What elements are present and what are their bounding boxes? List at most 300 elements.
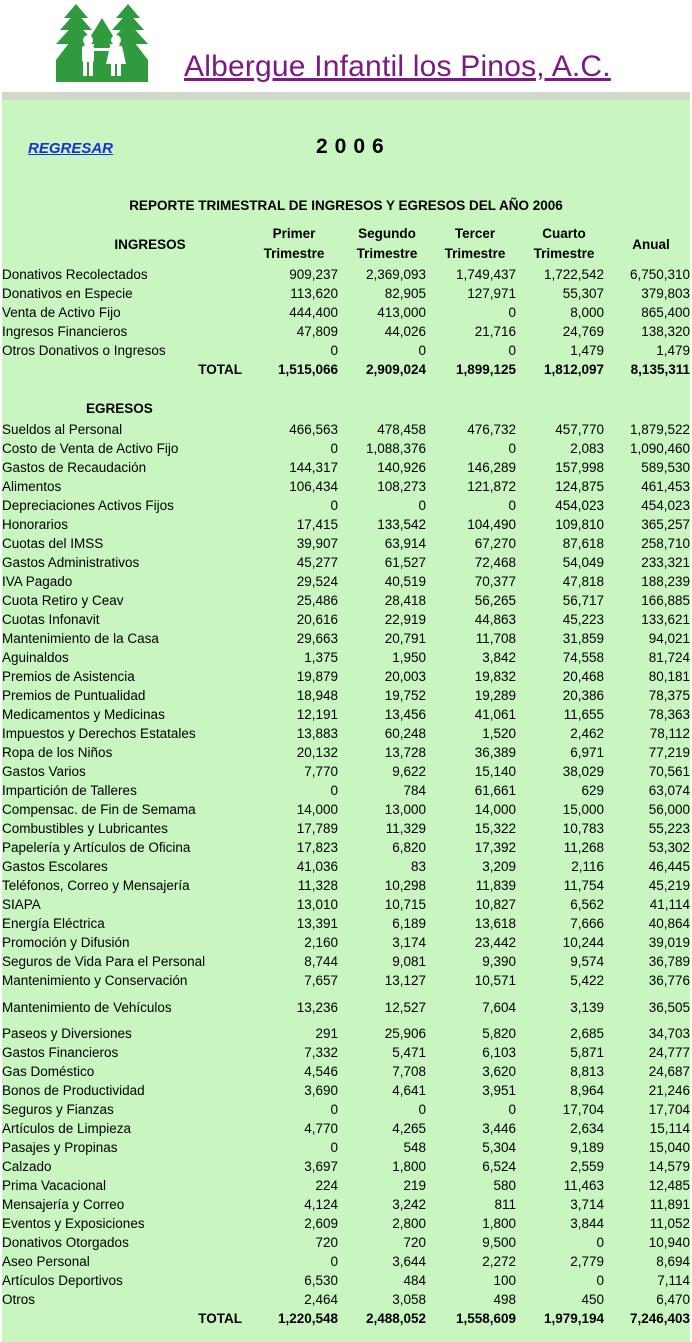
egresos-cell-q4: 11,754 (563, 878, 604, 893)
ingresos-total-q4: 1,812,097 (543, 362, 604, 377)
ingresos-table (2, 265, 690, 379)
col-q4-line2: Trimestre (533, 246, 595, 261)
site-title[interactable]: Albergue Infantil los Pinos, A.C. (184, 50, 611, 83)
egresos-row (2, 496, 690, 515)
ingresos-cell-q3: 0 (508, 305, 516, 320)
egresos-cell-q2: 20,791 (384, 631, 426, 646)
egresos-row (2, 1043, 690, 1062)
egresos-cell-annual: 1,879,522 (629, 422, 690, 437)
egresos-row (2, 1100, 690, 1119)
egresos-cell-concept: Paseos y Diversiones (2, 1026, 132, 1041)
egresos-cell-concept: Aseo Personal (2, 1254, 90, 1269)
egresos-cell-q2: 9,622 (392, 764, 426, 779)
egresos-cell-q3: 70,377 (474, 574, 516, 589)
egresos-cell-concept: Depreciaciones Activos Fijos (2, 498, 174, 513)
egresos-cell-concept: IVA Pagado (2, 574, 73, 589)
ingresos-total-q1: 1,515,066 (277, 362, 338, 377)
egresos-cell-annual: 81,724 (648, 650, 690, 665)
egresos-row (2, 1195, 690, 1214)
egresos-cell-q3: 19,289 (474, 688, 516, 703)
report-title: REPORTE TRIMESTRAL DE INGRESOS Y EGRESOS DEL AÑO 2006 (129, 198, 563, 213)
egresos-row (2, 1271, 690, 1290)
egresos-row (2, 439, 690, 458)
egresos-cell-q3: 13,618 (474, 916, 516, 931)
egresos-cell-q2: 9,081 (392, 954, 426, 969)
egresos-cell-q4: 17,704 (562, 1102, 604, 1117)
egresos-cell-q2: 1,088,376 (365, 441, 426, 456)
egresos-cell-q2: 1,950 (392, 650, 426, 665)
egresos-cell-q3: 3,209 (482, 859, 516, 874)
egresos-cell-q2: 13,000 (384, 802, 426, 817)
egresos-cell-q4: 2,685 (570, 1026, 604, 1041)
egresos-row (2, 515, 690, 534)
egresos-cell-q2: 7,708 (392, 1064, 426, 1079)
egresos-cell-q1: 0 (330, 1102, 338, 1117)
egresos-cell-q3: 23,442 (474, 935, 516, 950)
egresos-cell-q2: 22,919 (384, 612, 426, 627)
ingresos-heading: INGRESOS (114, 237, 186, 252)
ingresos-total-concept: TOTAL (198, 362, 242, 377)
egresos-cell-q3: 0 (508, 498, 516, 513)
egresos-cell-q1: 144,317 (289, 460, 338, 475)
egresos-cell-q4: 0 (596, 1235, 604, 1250)
egresos-cell-q2: 13,127 (384, 973, 426, 988)
egresos-row (2, 1062, 690, 1081)
egresos-cell-q3: 121,872 (467, 479, 516, 494)
egresos-cell-annual: 21,246 (648, 1083, 690, 1098)
egresos-cell-concept: Aguinaldos (2, 650, 69, 665)
col-q1-line1: Primer (272, 226, 316, 241)
ingresos-cell-q4: 1,479 (570, 343, 604, 358)
egresos-cell-concept: Compensac. de Fin de Semama (2, 802, 196, 817)
egresos-cell-q3: 72,468 (474, 555, 516, 570)
egresos-cell-concept: Promoción y Difusión (2, 935, 130, 950)
egresos-cell-q1: 3,697 (304, 1159, 338, 1174)
egresos-cell-q3: 6,524 (482, 1159, 516, 1174)
egresos-cell-q1: 2,160 (304, 935, 338, 950)
ingresos-cell-annual: 138,320 (641, 324, 690, 339)
ingresos-total-annual: 8,135,311 (630, 362, 690, 377)
egresos-cell-q2: 13,456 (384, 707, 426, 722)
egresos-row (2, 1157, 690, 1176)
egresos-cell-concept: Mantenimiento de Vehículos (2, 999, 172, 1015)
egresos-cell-concept: Mensajería y Correo (2, 1197, 125, 1212)
egresos-row (2, 971, 690, 990)
egresos-cell-concept: Premios de Puntualidad (2, 688, 146, 703)
col-q3-line1: Tercer (454, 226, 496, 241)
egresos-cell-q4: 0 (596, 1273, 604, 1288)
egresos-cell-annual: 24,777 (648, 1045, 690, 1060)
egresos-cell-q1: 0 (330, 441, 338, 456)
egresos-cell-annual: 36,776 (648, 973, 690, 988)
egresos-cell-q2: 548 (403, 1140, 426, 1155)
ingresos-cell-concept: Venta de Activo Fijo (2, 305, 121, 320)
egresos-cell-q4: 454,023 (555, 498, 604, 513)
egresos-cell-q3: 67,270 (474, 536, 516, 551)
egresos-cell-q4: 457,770 (555, 422, 604, 437)
egresos-cell-q4: 87,618 (562, 536, 604, 551)
egresos-cell-q2: 133,542 (377, 517, 426, 532)
egresos-row (2, 819, 690, 838)
egresos-cell-q2: 12,527 (384, 999, 426, 1015)
egresos-cell-annual: 258,710 (641, 536, 690, 551)
egresos-cell-q4: 7,666 (570, 916, 604, 931)
egresos-cell-concept: Teléfonos, Correo y Mensajería (2, 878, 190, 893)
col-q2-line1: Segundo (358, 226, 416, 241)
egresos-cell-q4: 2,779 (570, 1254, 604, 1269)
egresos-cell-q4: 6,971 (570, 745, 604, 760)
ingresos-cell-q3: 127,971 (467, 286, 516, 301)
egresos-cell-q3: 44,863 (474, 612, 516, 627)
egresos-total-concept: TOTAL (198, 1311, 242, 1326)
egresos-cell-q4: 54,049 (562, 555, 604, 570)
egresos-cell-annual: 6,470 (656, 1292, 690, 1307)
egresos-cell-q3: 14,000 (474, 802, 516, 817)
egresos-cell-q1: 2,609 (304, 1216, 338, 1231)
egresos-cell-annual: 45,219 (648, 878, 690, 893)
egresos-cell-q1: 17,823 (296, 840, 338, 855)
egresos-row (2, 800, 690, 819)
egresos-cell-concept: Gastos Escolares (2, 859, 108, 874)
egresos-cell-q4: 2,559 (570, 1159, 604, 1174)
egresos-cell-q3: 2,272 (482, 1254, 516, 1269)
egresos-cell-concept: Pasajes y Propinas (2, 1140, 118, 1155)
ingresos-cell-annual: 1,479 (656, 343, 690, 358)
egresos-cell-concept: Gas Doméstico (2, 1064, 95, 1079)
egresos-cell-q3: 15,140 (474, 764, 516, 779)
egresos-cell-q2: 61,527 (384, 555, 426, 570)
egresos-cell-q4: 124,875 (555, 479, 604, 494)
egresos-cell-concept: Eventos y Exposiciones (2, 1216, 145, 1231)
egresos-cell-concept: Impuestos y Derechos Estatales (2, 726, 196, 741)
egresos-cell-q2: 2,800 (392, 1216, 426, 1231)
egresos-row (2, 781, 690, 800)
egresos-cell-annual: 46,445 (648, 859, 690, 874)
egresos-cell-q2: 4,265 (392, 1121, 426, 1136)
col-q3-line2: Trimestre (444, 246, 506, 261)
egresos-row (2, 610, 690, 629)
egresos-cell-annual: 1,090,460 (629, 441, 690, 456)
ingresos-total-row (2, 360, 690, 379)
egresos-cell-concept: Prima Vacacional (2, 1178, 107, 1193)
egresos-cell-annual: 63,074 (648, 783, 690, 798)
egresos-cell-annual: 78,112 (649, 726, 690, 741)
egresos-cell-q1: 39,907 (296, 536, 338, 551)
egresos-cell-annual: 133,621 (641, 612, 690, 627)
egresos-cell-q3: 7,604 (482, 999, 516, 1015)
egresos-cell-q1: 1,375 (304, 650, 338, 665)
ingresos-row (2, 322, 690, 341)
egresos-row (2, 933, 690, 952)
egresos-row (2, 876, 690, 895)
col-q1-header (244, 224, 344, 264)
egresos-cell-q3: 0 (508, 441, 516, 456)
egresos-cell-annual: 70,561 (648, 764, 690, 779)
egresos-cell-q1: 7,332 (304, 1045, 338, 1060)
egresos-cell-annual: 166,885 (641, 593, 690, 608)
egresos-cell-annual: 233,321 (641, 555, 690, 570)
egresos-cell-q3: 0 (508, 1102, 516, 1117)
ingresos-cell-concept: Otros Donativos o Ingresos (2, 343, 166, 358)
egresos-row (2, 648, 690, 667)
egresos-row (2, 952, 690, 971)
egresos-cell-annual: 94,021 (648, 631, 690, 646)
ingresos-cell-q4: 55,307 (562, 286, 604, 301)
ingresos-cell-annual: 865,400 (641, 305, 690, 320)
egresos-cell-q4: 11,268 (563, 840, 604, 855)
egresos-cell-q4: 3,844 (570, 1216, 604, 1231)
egresos-cell-annual: 56,000 (648, 802, 690, 817)
egresos-cell-q1: 291 (315, 1026, 338, 1041)
egresos-cell-concept: Sueldos al Personal (2, 422, 123, 437)
header-divider (2, 92, 690, 100)
egresos-row (2, 1138, 690, 1157)
egresos-cell-q4: 11,655 (563, 707, 604, 722)
egresos-cell-q4: 3,139 (570, 999, 604, 1015)
egresos-cell-concept: Gastos Varios (2, 764, 86, 779)
egresos-cell-q2: 784 (403, 783, 426, 798)
ingresos-cell-q1: 47,809 (296, 324, 338, 339)
egresos-cell-q2: 10,298 (384, 878, 426, 893)
ingresos-cell-annual: 6,750,310 (629, 267, 690, 282)
egresos-cell-annual: 36,789 (648, 954, 690, 969)
egresos-cell-concept: Costo de Venta de Activo Fijo (2, 441, 179, 456)
egresos-row (2, 458, 690, 477)
egresos-total-q4: 1,979,194 (543, 1311, 604, 1326)
egresos-cell-concept: Artículos de Limpieza (2, 1121, 132, 1136)
egresos-cell-q2: 25,906 (384, 1026, 426, 1041)
egresos-cell-concept: Cuota Retiro y Ceav (2, 593, 124, 608)
egresos-cell-q1: 720 (315, 1235, 338, 1250)
egresos-cell-annual: 39,019 (648, 935, 690, 950)
ingresos-row (2, 303, 690, 322)
egresos-cell-q2: 63,914 (384, 536, 426, 551)
ingresos-cell-q1: 113,620 (290, 286, 338, 301)
egresos-cell-q1: 20,616 (296, 612, 338, 627)
egresos-cell-q1: 13,883 (296, 726, 338, 741)
egresos-cell-annual: 461,453 (641, 479, 690, 494)
egresos-cell-q2: 20,003 (384, 669, 426, 684)
egresos-cell-q2: 3,174 (392, 935, 426, 950)
egresos-cell-q4: 74,558 (562, 650, 604, 665)
egresos-cell-q1: 0 (330, 498, 338, 513)
egresos-cell-concept: Premios de Asistencia (2, 669, 135, 684)
egresos-cell-q4: 31,859 (562, 631, 604, 646)
egresos-row (2, 629, 690, 648)
ingresos-cell-concept: Ingresos Financieros (2, 324, 128, 339)
egresos-cell-concept: Otros (2, 1292, 36, 1307)
egresos-cell-q4: 450 (581, 1292, 604, 1307)
egresos-cell-q1: 41,036 (296, 859, 338, 874)
ingresos-cell-q1: 444,400 (289, 305, 338, 320)
egresos-row (2, 534, 690, 553)
egresos-cell-q3: 3,842 (482, 650, 516, 665)
egresos-cell-q4: 8,813 (570, 1064, 604, 1079)
egresos-cell-q3: 11,708 (475, 631, 516, 646)
egresos-cell-q1: 7,657 (304, 973, 338, 988)
albergue-logo (56, 4, 148, 86)
egresos-cell-q3: 19,832 (474, 669, 516, 684)
egresos-cell-annual: 24,687 (648, 1064, 690, 1079)
egresos-cell-annual: 17,704 (648, 1102, 690, 1117)
egresos-cell-q2: 3,242 (392, 1197, 426, 1212)
egresos-row (2, 1176, 690, 1195)
report-year: 2006 (316, 135, 391, 158)
egresos-cell-q2: 4,641 (392, 1083, 426, 1098)
egresos-cell-q3: 61,661 (474, 783, 516, 798)
egresos-cell-q3: 10,827 (474, 897, 516, 912)
egresos-cell-q1: 20,132 (296, 745, 338, 760)
egresos-cell-q3: 811 (494, 1197, 516, 1212)
egresos-row (2, 1024, 690, 1043)
egresos-row (2, 762, 690, 781)
egresos-row (2, 477, 690, 496)
egresos-cell-q3: 3,446 (482, 1121, 516, 1136)
egresos-cell-annual: 11,052 (649, 1216, 690, 1231)
egresos-cell-q3: 3,951 (482, 1083, 516, 1098)
egresos-cell-q1: 13,391 (296, 916, 338, 931)
ingresos-cell-q4: 24,769 (562, 324, 604, 339)
egresos-cell-q1: 7,770 (304, 764, 338, 779)
egresos-cell-q4: 2,116 (571, 859, 604, 874)
ingresos-cell-annual: 379,803 (641, 286, 690, 301)
egresos-row (2, 914, 690, 933)
egresos-cell-q3: 1,520 (482, 726, 516, 741)
egresos-row (2, 420, 690, 439)
col-q2-header (344, 224, 430, 264)
egresos-row (2, 724, 690, 743)
egresos-row (2, 705, 690, 724)
egresos-cell-q1: 106,434 (289, 479, 338, 494)
egresos-row (2, 667, 690, 686)
egresos-row (2, 990, 690, 1024)
egresos-row (2, 743, 690, 762)
egresos-cell-q1: 2,464 (304, 1292, 338, 1307)
egresos-cell-annual: 55,223 (648, 821, 690, 836)
egresos-cell-q4: 157,998 (555, 460, 604, 475)
egresos-cell-concept: Combustibles y Lubricantes (2, 821, 168, 836)
egresos-cell-q1: 18,948 (296, 688, 338, 703)
ingresos-cell-concept: Donativos Recolectados (2, 267, 148, 282)
egresos-cell-q3: 15,322 (474, 821, 516, 836)
egresos-cell-q3: 580 (493, 1178, 516, 1193)
egresos-cell-q2: 484 (403, 1273, 426, 1288)
egresos-cell-q1: 25,486 (296, 593, 338, 608)
egresos-cell-concept: Papelería y Artículos de Oficina (2, 840, 191, 855)
ingresos-cell-q1: 0 (330, 343, 338, 358)
egresos-cell-q3: 36,389 (474, 745, 516, 760)
egresos-cell-q1: 3,690 (304, 1083, 338, 1098)
egresos-cell-q4: 3,714 (570, 1197, 604, 1212)
egresos-cell-q1: 45,277 (296, 555, 338, 570)
egresos-cell-q1: 17,415 (296, 517, 338, 532)
egresos-cell-concept: Energía Eléctrica (2, 916, 105, 931)
egresos-cell-q1: 0 (330, 1254, 338, 1269)
egresos-total-q1: 1,220,548 (277, 1311, 338, 1326)
egresos-cell-annual: 53,302 (648, 840, 690, 855)
egresos-cell-q2: 0 (418, 1102, 426, 1117)
col-annual-header: Anual (632, 237, 670, 252)
egresos-cell-q4: 8,964 (570, 1083, 604, 1098)
egresos-cell-q4: 5,871 (570, 1045, 604, 1060)
egresos-cell-q3: 9,390 (482, 954, 516, 969)
egresos-cell-q3: 17,392 (474, 840, 516, 855)
egresos-cell-q2: 6,820 (392, 840, 426, 855)
egresos-cell-q4: 45,223 (562, 612, 604, 627)
egresos-cell-q2: 83 (410, 859, 426, 874)
egresos-row (2, 1081, 690, 1100)
egresos-cell-q2: 3,058 (392, 1292, 426, 1307)
egresos-cell-q4: 2,462 (570, 726, 604, 741)
egresos-cell-concept: Gastos Administrativos (2, 555, 140, 570)
report-panel (2, 190, 690, 1342)
egresos-cell-concept: Mantenimiento de la Casa (2, 631, 159, 646)
egresos-cell-q1: 17,789 (296, 821, 338, 836)
egresos-cell-q2: 140,926 (377, 460, 426, 475)
egresos-heading: EGRESOS (86, 401, 153, 416)
back-link[interactable]: REGRESAR (28, 140, 114, 157)
egresos-cell-q3: 146,289 (467, 460, 516, 475)
egresos-total-annual: 7,246,403 (629, 1311, 690, 1326)
egresos-cell-q1: 13,236 (296, 999, 338, 1015)
ingresos-row (2, 265, 690, 284)
egresos-table (2, 420, 690, 1328)
col-q4-line1: Cuarto (542, 226, 586, 241)
ingresos-cell-q2: 82,905 (384, 286, 426, 301)
egresos-cell-concept: Donativos Otorgados (2, 1235, 129, 1250)
site-header (0, 0, 692, 92)
ingresos-row (2, 284, 690, 303)
egresos-cell-annual: 34,703 (648, 1026, 690, 1041)
egresos-row (2, 857, 690, 876)
egresos-cell-concept: Bonos de Productividad (2, 1083, 145, 1098)
egresos-row (2, 686, 690, 705)
egresos-cell-q3: 11,839 (475, 878, 516, 893)
egresos-cell-q3: 6,103 (482, 1045, 516, 1060)
egresos-cell-q2: 720 (403, 1235, 426, 1250)
egresos-cell-q3: 56,265 (474, 593, 516, 608)
egresos-row (2, 591, 690, 610)
ingresos-cell-q4: 1,722,542 (543, 267, 604, 282)
egresos-cell-q2: 5,471 (392, 1045, 426, 1060)
egresos-cell-q3: 10,571 (474, 973, 516, 988)
egresos-cell-annual: 14,579 (648, 1159, 690, 1174)
egresos-cell-q4: 2,083 (570, 441, 604, 456)
egresos-cell-q2: 1,800 (392, 1159, 426, 1174)
egresos-cell-annual: 12,485 (648, 1178, 690, 1193)
egresos-cell-q1: 29,524 (296, 574, 338, 589)
egresos-cell-q4: 15,000 (562, 802, 604, 817)
egresos-cell-q2: 40,519 (384, 574, 426, 589)
egresos-cell-q2: 3,644 (392, 1254, 426, 1269)
egresos-cell-q1: 224 (315, 1178, 338, 1193)
egresos-cell-q2: 11,329 (385, 821, 426, 836)
egresos-row (2, 838, 690, 857)
egresos-cell-concept: Artículos Deportivos (2, 1273, 123, 1288)
egresos-cell-concept: Medicamentos y Medicinas (2, 707, 165, 722)
egresos-cell-q3: 498 (493, 1292, 516, 1307)
egresos-cell-q3: 3,620 (482, 1064, 516, 1079)
egresos-cell-annual: 15,040 (648, 1140, 690, 1155)
egresos-cell-q2: 10,715 (384, 897, 426, 912)
egresos-cell-q2: 0 (418, 498, 426, 513)
egresos-cell-concept: Ropa de los Niños (2, 745, 113, 760)
egresos-cell-q2: 6,189 (392, 916, 426, 931)
ingresos-cell-q2: 413,000 (377, 305, 426, 320)
egresos-cell-q1: 11,328 (297, 878, 338, 893)
egresos-cell-annual: 36,505 (648, 999, 690, 1015)
egresos-total-q2: 2,488,052 (365, 1311, 426, 1326)
